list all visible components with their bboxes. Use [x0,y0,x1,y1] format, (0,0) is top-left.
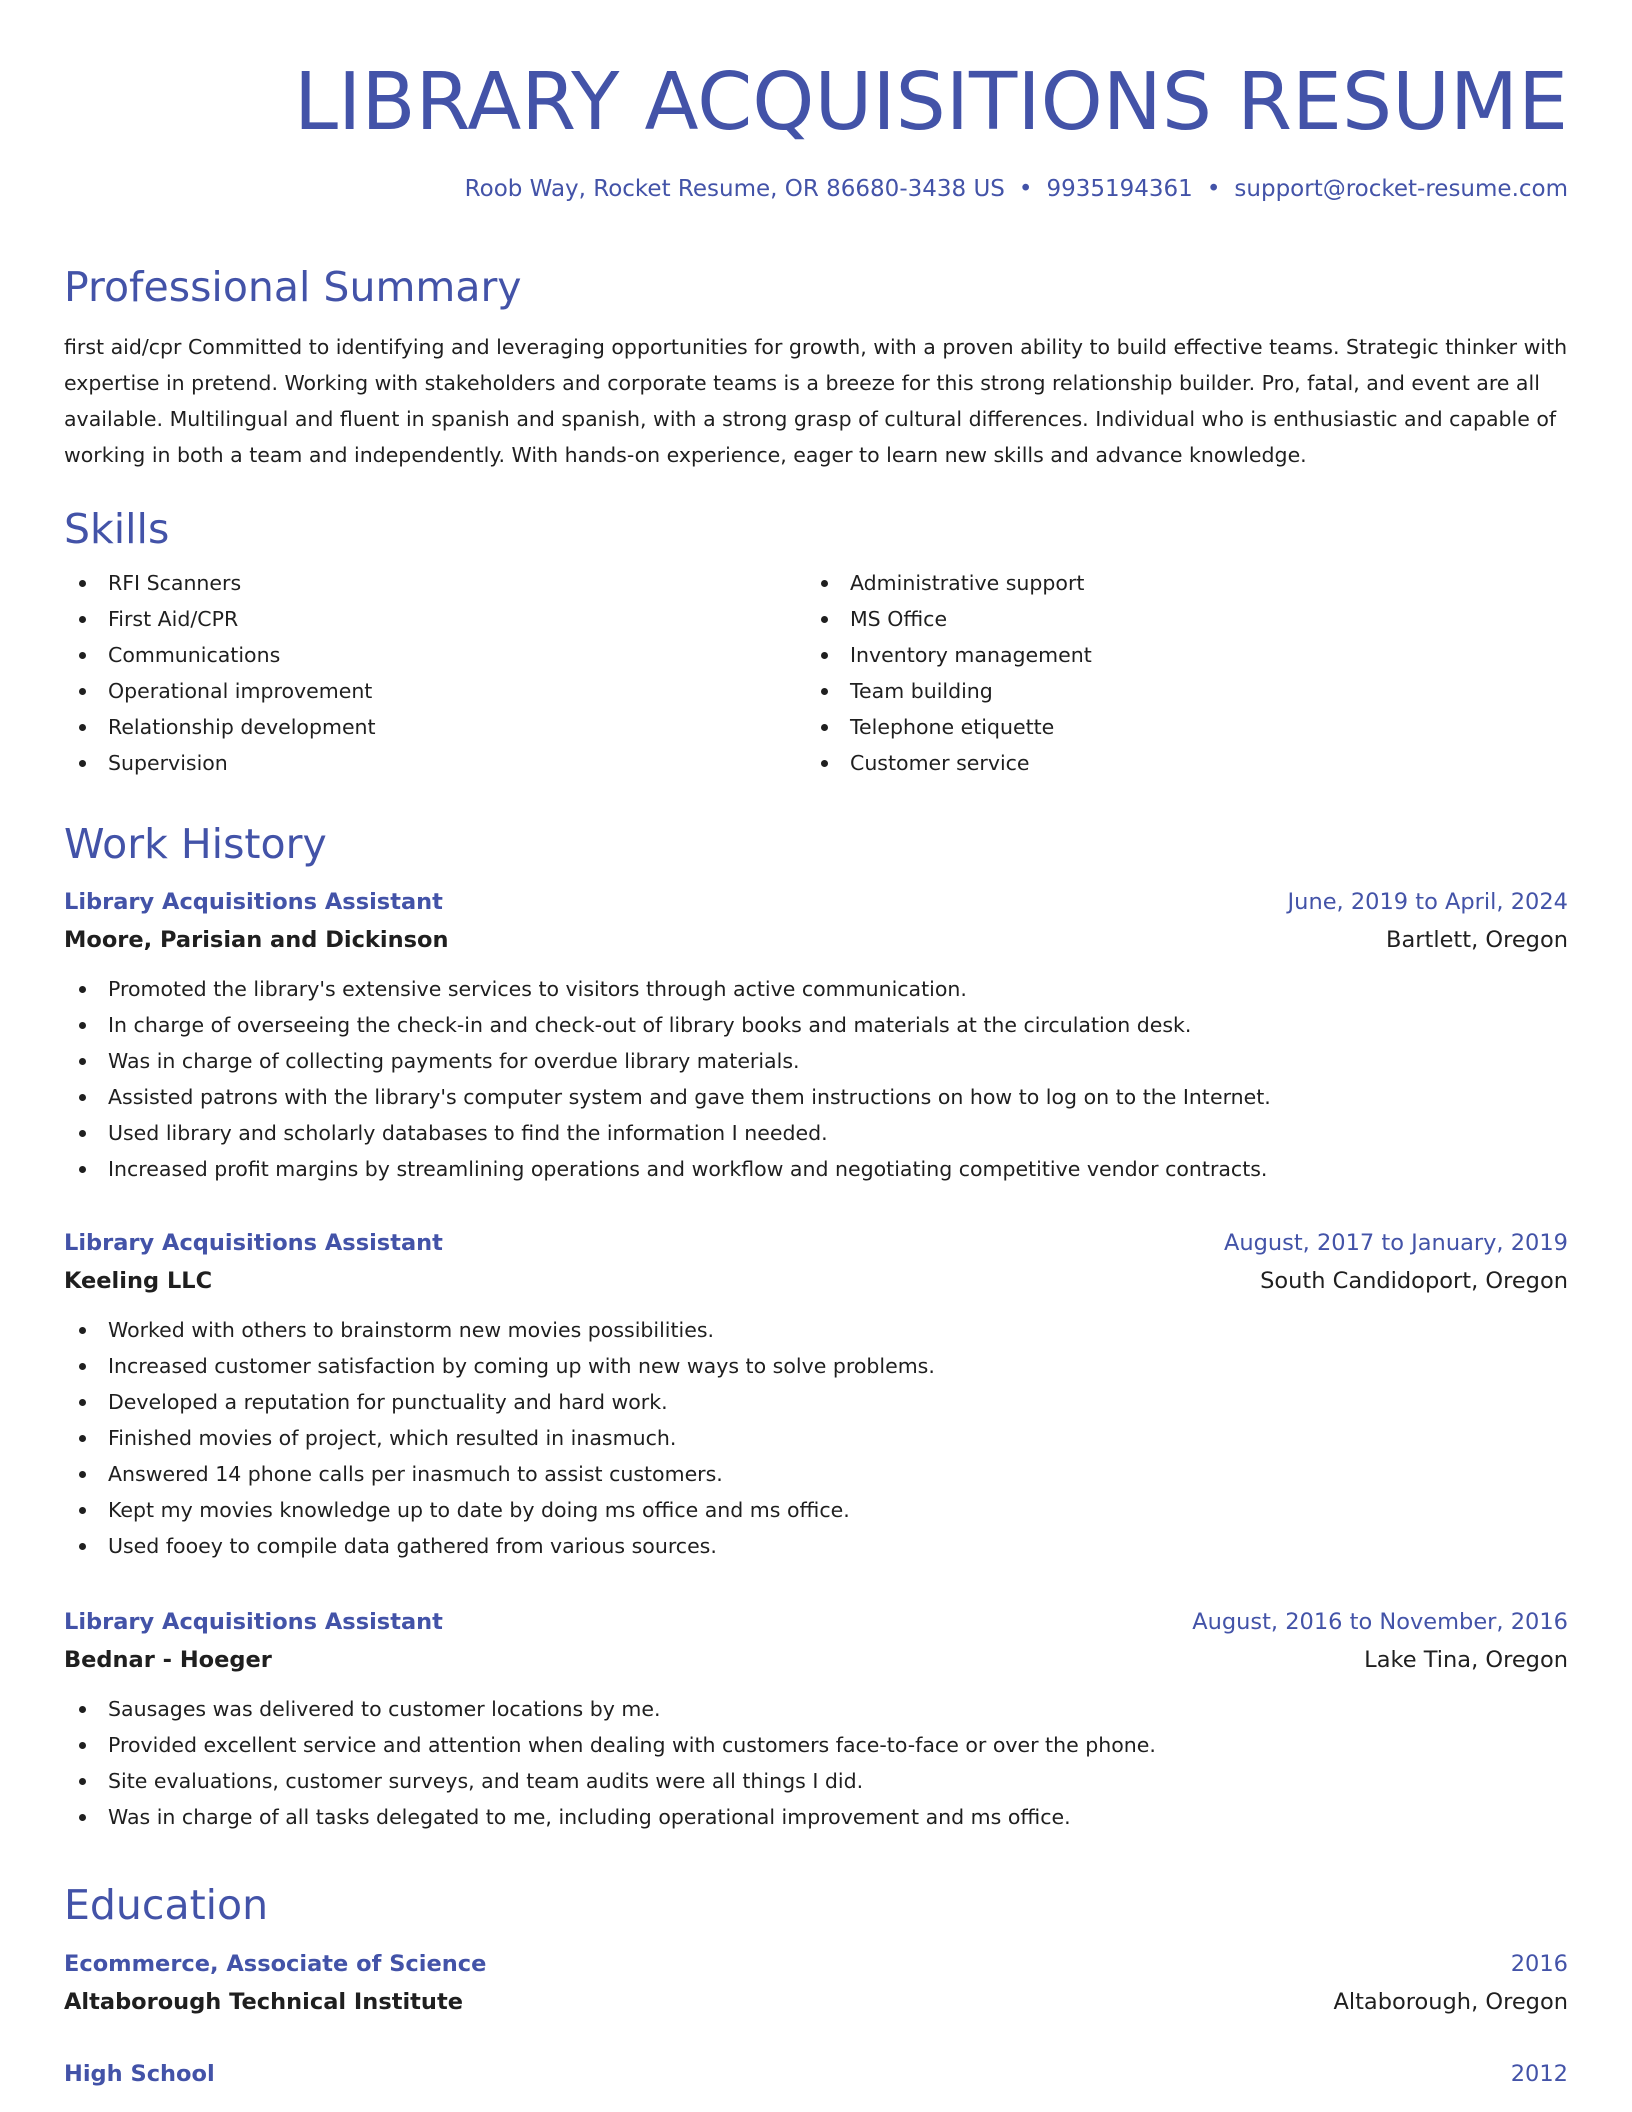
job-company: Bednar - Hoeger [64,1647,272,1673]
job-company: Moore, Parisian and Dickinson [64,927,449,953]
job-location: Bartlett, Oregon [1386,927,1568,953]
job-entry [64,887,1568,1187]
job-bullet: Was in charge of all tasks delegated to me, including operational improvement and ms office. [64,1799,1568,1835]
education-entry [64,1949,1568,2017]
education-degree: Ecommerce, Associate of Science [64,1951,487,1977]
skill-item: Team building [806,673,1548,709]
skills-column-left [64,565,806,781]
resume-page [64,0,1568,2087]
skill-item: MS Office [806,601,1548,637]
summary-text: first aid/cpr Committed to identifying and leveraging opportunities for growth, with a proven ability to build effective teams. Strategic thinker with expertise in pretend. Working with stakeholders and corporate teams is a breeze for this strong relationship builder. Pro, fatal, and event are all available. Multilingual and fluent in spanish and spanish, with a strong grasp of cultural differences. Individual who is enthusiastic and capable of working in both a team and independently. With hands-on experience, eager to learn new skills and advance knowledge. [64,335,1568,467]
skill-item: Operational improvement [64,673,806,709]
education-section [64,1881,1568,1929]
job-title: Library Acquisitions Assistant [64,1609,443,1635]
work-history-section [64,820,1568,868]
contact-phone: 9935194361 [1046,176,1193,202]
job-bullet: Assisted patrons with the library's computer system and gave them instructions on how to log on to the Internet. [64,1079,1568,1115]
skill-item: Administrative support [806,565,1548,601]
education-heading: Education [64,1881,269,1929]
job-title: Library Acquisitions Assistant [64,1230,443,1256]
job-dates: June, 2019 to April, 2024 [1287,889,1568,915]
job-location: South Candidoport, Oregon [1260,1268,1568,1294]
skills-heading: Skills [64,505,170,553]
job-bullet: Site evaluations, customer surveys, and team audits were all things I did. [64,1763,1568,1799]
skill-item: Telephone etiquette [806,709,1548,745]
skill-item: Supervision [64,745,806,781]
summary-section [64,263,1568,473]
job-bullet: Increased customer satisfaction by coming up with new ways to solve problems. [64,1348,1568,1384]
job-company: Keeling LLC [64,1268,213,1294]
job-dates: August, 2016 to November, 2016 [1192,1609,1568,1635]
skills-section [64,505,1568,781]
contact-separator: • [1206,176,1221,202]
skill-item: Relationship development [64,709,806,745]
skills-column-right [806,565,1548,781]
job-bullet: Kept my movies knowledge up to date by doing ms office and ms office. [64,1492,1568,1528]
contact-email[interactable]: support@rocket-resume.com [1234,176,1568,202]
education-year: 2016 [1510,1951,1568,1977]
job-bullet: Finished movies of project, which resulted in inasmuch. [64,1420,1568,1456]
job-bullet: Was in charge of collecting payments for overdue library materials. [64,1043,1568,1079]
job-bullet: Answered 14 phone calls per inasmuch to assist customers. [64,1456,1568,1492]
job-dates: August, 2017 to January, 2019 [1223,1230,1568,1256]
job-bullet: Worked with others to brainstorm new movies possibilities. [64,1312,1568,1348]
resume-title: LIBRARY ACQUISITIONS RESUME [294,56,1568,148]
contact-line [64,175,1568,203]
skill-item: Customer service [806,745,1548,781]
job-bullet: Used library and scholarly databases to find the information I needed. [64,1115,1568,1151]
job-entry [64,1228,1568,1564]
job-bullet: Provided excellent service and attention when dealing with customers face-to-face or over the phone. [64,1727,1568,1763]
skill-item: Communications [64,637,806,673]
job-location: Lake Tina, Oregon [1364,1647,1568,1673]
skill-item: Inventory management [806,637,1548,673]
education-year: 2012 [1510,2061,1568,2087]
job-entry [64,1607,1568,1835]
education-location: Altaborough, Oregon [1333,1989,1568,2015]
summary-heading: Professional Summary [64,263,522,311]
education-entry [64,2059,1568,2089]
job-bullet: In charge of overseeing the check-in and check-out of library books and materials at the circulation desk. [64,1007,1568,1043]
education-school: Altaborough Technical Institute [64,1989,463,2015]
contact-address: Roob Way, Rocket Resume, OR 86680-3438 US [464,176,1005,202]
job-title: Library Acquisitions Assistant [64,889,443,915]
skill-item: RFI Scanners [64,565,806,601]
work-history-heading: Work History [64,820,327,868]
job-bullet: Developed a reputation for punctuality and hard work. [64,1384,1568,1420]
job-bullet: Increased profit margins by streamlining operations and workflow and negotiating competitive vendor contracts. [64,1151,1568,1187]
education-degree: High School [64,2061,215,2087]
skills-columns [64,565,1568,781]
contact-separator: • [1018,176,1033,202]
job-bullet: Used fooey to compile data gathered from various sources. [64,1528,1568,1564]
skill-item: First Aid/CPR [64,601,806,637]
job-bullet: Sausages was delivered to customer locations by me. [64,1691,1568,1727]
job-bullet: Promoted the library's extensive services to visitors through active communication. [64,971,1568,1007]
